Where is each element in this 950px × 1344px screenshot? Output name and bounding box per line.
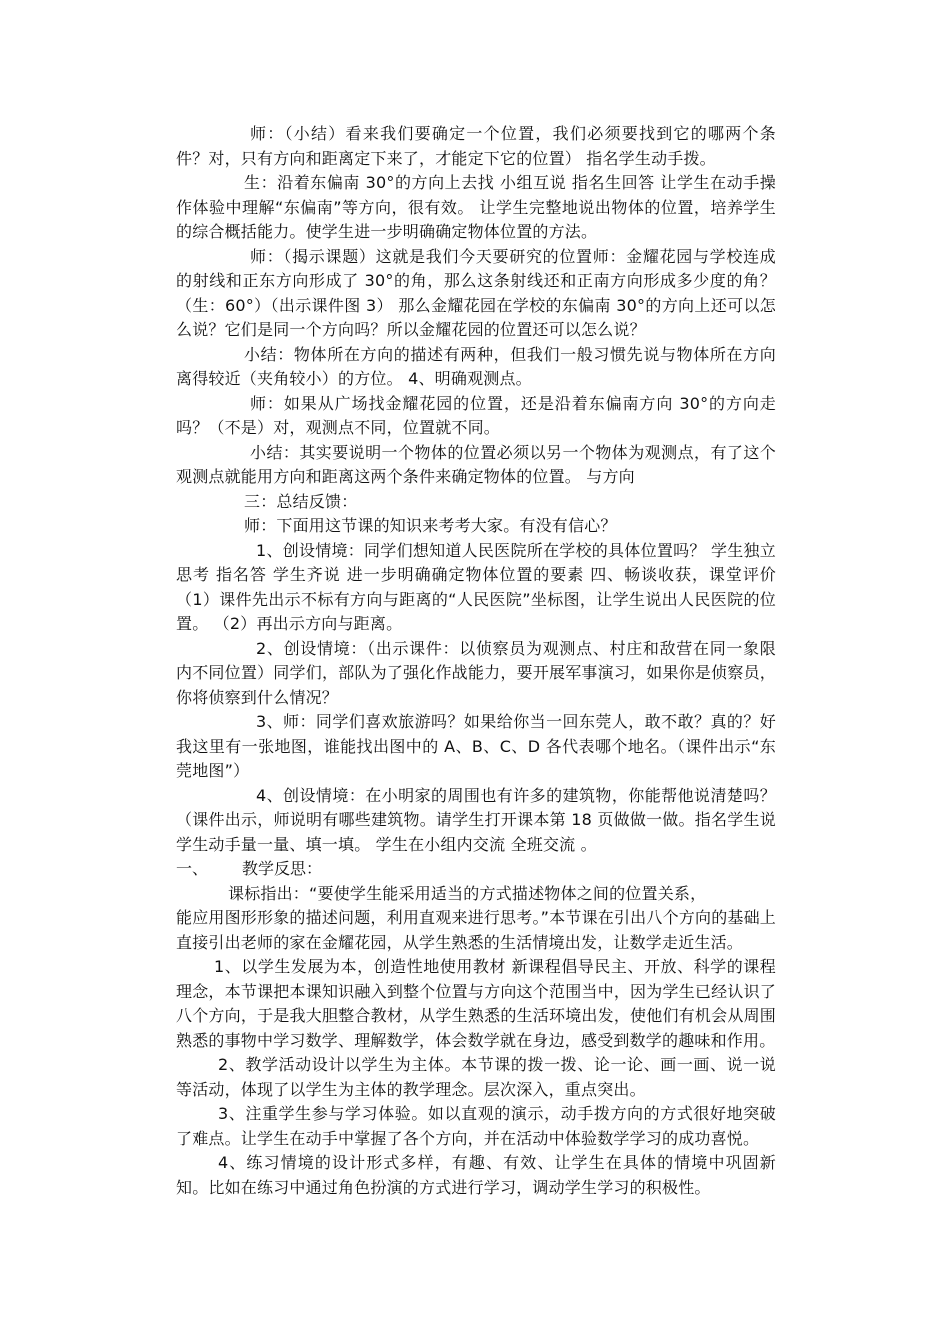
paragraph-reflection-point-2: 2、教学活动设计以学生为主体。本节课的拨一拨、论一论、画一画、说一说等活动，体现了以学生为主体的教学理念。层次深入，重点突出。 — [176, 1055, 776, 1099]
paragraph-reflection-continued: 能应用图形形象的描述问题，利用直观来进行思考。”本节课在引出八个方向的基础上直接引出老师的家在金耀花园，从学生熟悉的生活情境出发，让数学走近生活。 — [176, 908, 776, 952]
paragraph-exercise-3: 3、师：同学们喜欢旅游吗？如果给你当一回东莞人，敢不敢？真的？好我这里有一张地图，谁能找出图中的 A、B、C、D 各代表哪个地名。（课件出示“东莞地图”） — [176, 712, 776, 780]
paragraph-student-answer: 生：沿着东偏南 30°的方向上去找 小组互说 指名生回答 让学生在动手操作体验中理解“东偏南”等方向，很有效。 让学生完整地说出物体的位置，培养学生的综合概括能力。使学生进一步明确确定物体位置的方法。 — [176, 173, 776, 241]
paragraph-summary-position: 小结：其实要说明一个物体的位置必须以另一个物体为观测点，有了这个观测点就能用方向和距离这两个条件来确定物体的位置。 与方向 — [176, 442, 776, 486]
paragraph-exercise-2: 2、创设情境：（出示课件：以侦察员为观测点、村庄和敌营在同一象限内不同位置）同学们，部队为了强化作战能力，要开展军事演习，如果你是侦察员，你将侦察到什么情况？ — [176, 638, 776, 707]
paragraph-reveal-topic: 师：（揭示课题）这就是我们今天要研究的位置师：金耀花园与学校连成的射线和正东方向形成了 30°的角，那么这条射线还和正南方向形成多少度的角？（生：60°）（出示课件图 3） 那么金耀花园在学校的东偏南 30°的方向上还可以怎么说？它们是同一个方向吗？所以金耀花园的位置还可以怎么说？ — [176, 246, 776, 339]
paragraph-summary-direction: 小结：物体所在方向的描述有两种，但我们一般习惯先说与物体所在方向离得较近（夹角较小）的方位。 4、明确观测点。 — [176, 344, 776, 388]
paragraph-observation-point: 师：如果从广场找金耀花园的位置，还是沿着东偏南方向 30°的方向走吗？（不是）对，观测点不同，位置就不同。 — [176, 393, 776, 437]
section-title: 教学反思： — [242, 859, 323, 878]
paragraph-teacher-summary: 师：（小结）看来我们要确定一个位置，我们必须要找到它的哪两个条件？对，只有方向和距离定下来了，才能定下它的位置） 指名学生动手拨。 — [176, 124, 776, 168]
paragraph-reflection-intro: 课标指出：“要使学生能采用适当的方式描述物体之间的位置关系， — [228, 883, 707, 903]
paragraph-reflection-point-1: 1、以学生发展为本，创造性地使用教材 新课程倡导民主、开放、科学的课程理念，本节课把本课知识融入到整个位置与方向这个范围当中，因为学生已经认识了八个方向，于是我大胆整合教材，从学生熟悉的生活环境出发，使他们有机会从周围熟悉的事物中学习数学、理解数学，体会数学就在身边，感受到数学的趣味和作用。 — [176, 957, 776, 1050]
paragraph-reflection-point-4: 4、练习情境的设计形式多样，有趣、有效、让学生在具体的情境中巩固新知。比如在练习中通过角色扮演的方式进行学习，调动学生学习的积极性。 — [176, 1153, 776, 1197]
section-heading-reflection — [176, 857, 776, 882]
paragraph-exercise-1: 1、创设情境：同学们想知道人民医院所在学校的具体位置吗？ 学生独立思考 指名答 学生齐说 进一步明确确定物体位置的要素 四、畅谈收获，课堂评价（1）课件先出示不标有方向与距离的“人民医院”坐标图，让学生说出人民医院的位置。 （2）再出示方向与距离。 — [176, 540, 776, 633]
section-number: 一、 — [176, 859, 209, 878]
paragraph-reflection-point-3: 3、注重学生参与学习体验。如以直观的演示，动手拨方向的方式很好地突破了难点。让学生在动手中掌握了各个方向，并在活动中体验数学学习的成功喜悦。 — [176, 1104, 776, 1148]
paragraph-section-feedback: 三：总结反馈： — [244, 491, 358, 511]
document-body — [176, 122, 776, 1200]
paragraph-teacher-quiz: 师：下面用这节课的知识来考考大家。有没有信心？ — [244, 516, 617, 535]
paragraph-exercise-4: 4、创设情境：在小明家的周围也有许多的建筑物，你能帮他说清楚吗？（课件出示，师说明有哪些建筑物。请学生打开课本第 18 页做做一做。指名学生说学生动手量一量、填一填。 学生在小组内交流 全班交流 。 — [176, 785, 776, 854]
